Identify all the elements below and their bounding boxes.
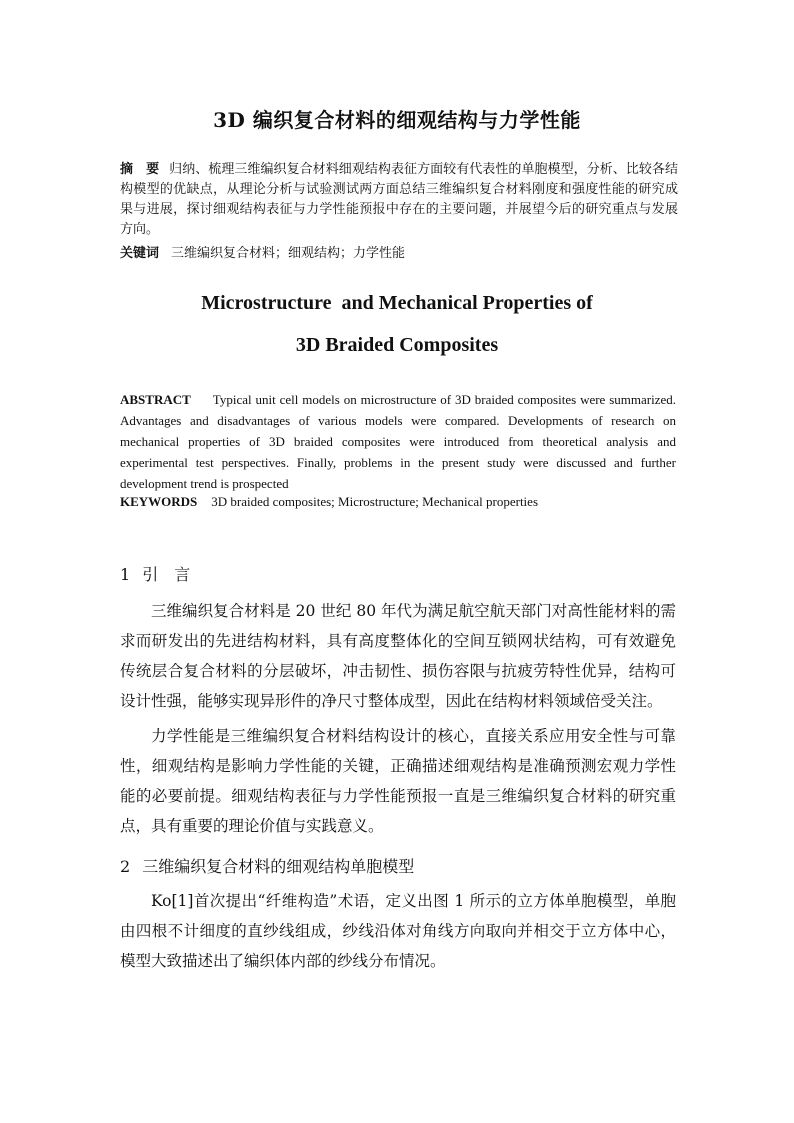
section-1-heading (120, 564, 676, 586)
section-1-paragraph-1: 三维编织复合材料是 20 世纪 80 年代为满足航空航天部门对高性能材料的需求而研发出的先进结构材料，具有高度整体化的空间互锁网状结构，可有效避免传统层合复合材料的分层破坏，冲击韧性、损伤容限与抗疲劳特性优异，结构可设计性强，能够实现异形件的净尺寸整体成型，因此在结构材料领域倍受关注。 (120, 602, 676, 710)
section-2-title: 三维编织复合材料的细观结构单胞模型 (142, 857, 415, 876)
section-1-title: 引 言 (142, 565, 191, 584)
keywords-label-chinese: 关键词 (120, 246, 160, 261)
paper-title-chinese: 3D 编织复合材料的细观结构与力学性能 (213, 108, 581, 132)
section-1-paragraph-2: 力学性能是三维编织复合材料结构设计的核心，直接关系应用安全性与可靠性，细观结构是影响力学性能的关键，正确描述细观结构是准确预测宏观力学性能的必要前提。细观结构表征与力学性能预报一直是三维编织复合材料的研究重点，具有重要的理论价值与实践意义。 (120, 727, 676, 835)
section-1-number: 1 (120, 565, 131, 584)
paper-title-english-line1: Microstructure and Mechanical Properties of (201, 292, 593, 314)
abstract-english (120, 389, 676, 494)
keywords-text-chinese: 三维编织复合材料；细观结构；力学性能 (171, 246, 406, 261)
abstract-text-english: Typical unit cell models on microstructure of 3D braided composites were summarized. Advantages and disadvantages of various models were compared. Developments of research on mechanical properties of 3D braided composites were introduced from theoretical analysis and experimental test perspectives. Finally, problems in the present study were discussed and further development trend is prospected (120, 392, 676, 491)
keywords-chinese (120, 245, 678, 263)
section-2-number: 2 (120, 857, 131, 876)
keywords-label-english: KEYWORDS (120, 494, 198, 509)
abstract-chinese (120, 160, 678, 240)
abstract-label-chinese: 摘 要 (120, 162, 160, 177)
keywords-text-english: 3D braided composites; Microstructure; Mechanical properties (211, 494, 538, 509)
section-2-paragraph-1: Ko[1]首次提出“纤维构造”术语，定义出图 1 所示的立方体单胞模型，单胞由四根不计细度的直纱线组成，纱线沿体对角线方向取向并相交于立方体中心，模型大致描述出了编织体内部的纱线分布情况。 (120, 892, 676, 970)
abstract-label-english: ABSTRACT (120, 392, 191, 407)
abstract-text-chinese: 归纳、梳理三维编织复合材料细观结构表征方面较有代表性的单胞模型，分析、比较各结构模型的优缺点，从理论分析与试验测试两方面总结三维编织复合材料刚度和强度性能的研究成果与进展，探讨细观结构表征与力学性能预报中存在的主要问题，并展望今后的研究重点与发展方向。 (120, 162, 678, 237)
section-2-heading (120, 856, 676, 878)
paper-title-english-line2: 3D Braided Composites (295, 334, 499, 356)
keywords-english (120, 493, 676, 511)
